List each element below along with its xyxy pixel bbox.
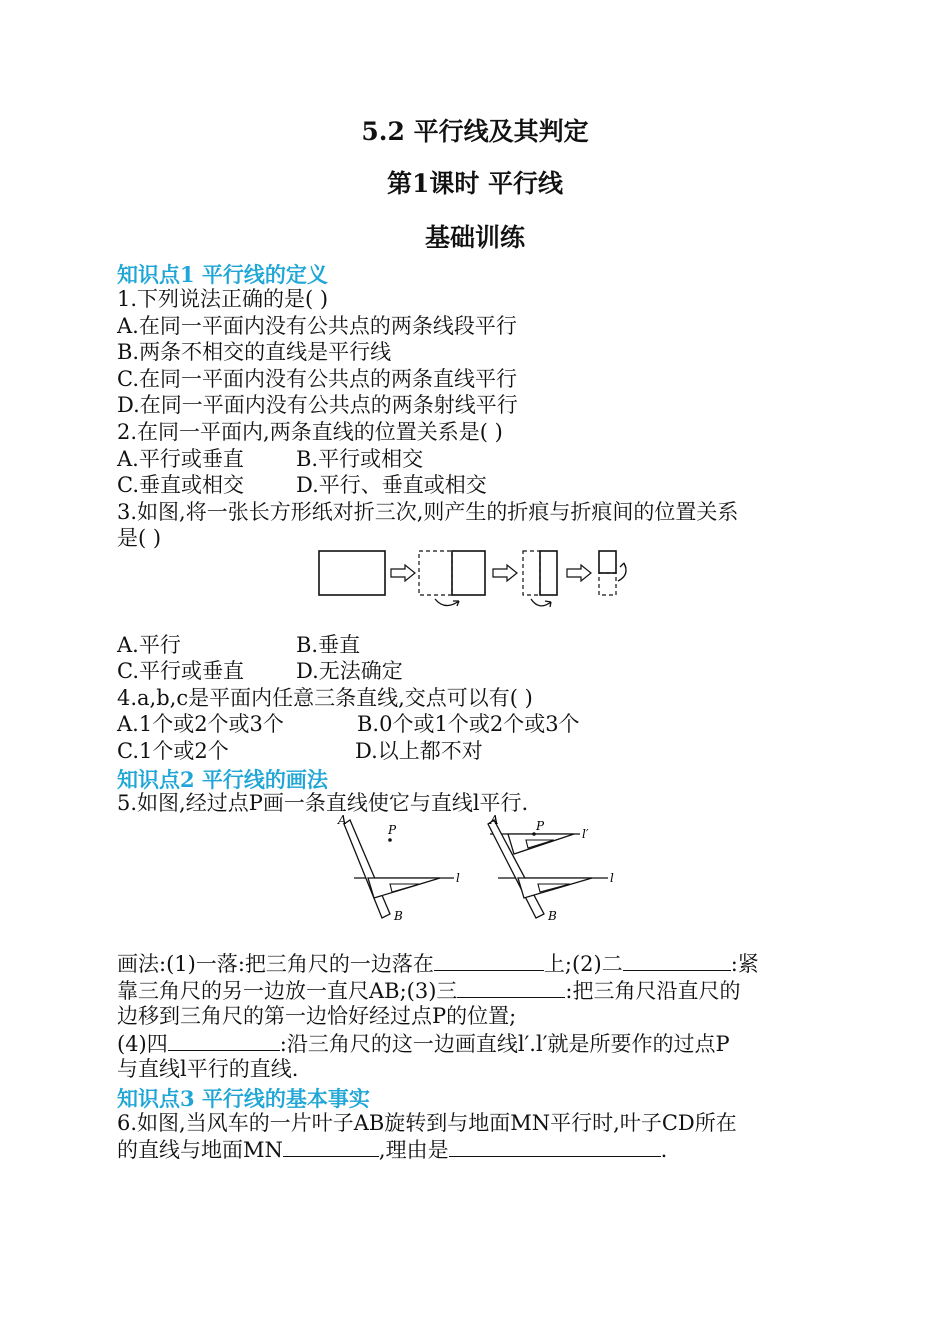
q2-option-c: C.垂直或相交 xyxy=(117,473,244,497)
q1-stem: 1.下列说法正确的是( ) xyxy=(117,287,329,311)
q4-option-b: B.0个或1个或2个或3个 xyxy=(357,712,580,736)
q5-right-label-l: l xyxy=(610,871,614,885)
q5-right-label-p: P xyxy=(536,819,545,833)
q1-option-a: A.在同一平面内没有公共点的两条线段平行 xyxy=(117,314,517,338)
q5-method-text: 画法:(1)一落:把三角尺的一边落在 xyxy=(117,952,434,976)
q3-stem-line1: 3.如图,将一张长方形纸对折三次,则产生的折痕与折痕间的位置关系 xyxy=(117,500,739,524)
q3-options-row1 xyxy=(117,632,817,658)
q5-method-text: :紧 xyxy=(730,952,759,976)
knowledge-point-3-heading: 知识点3 平行线的基本事实 xyxy=(117,1086,370,1111)
q3-paper-folding-figure xyxy=(315,545,645,615)
q5-right-label-a: A xyxy=(490,813,499,827)
q5-method-line5: 与直线l平行的直线. xyxy=(117,1057,299,1081)
q2-options-row2 xyxy=(117,472,817,498)
q6-text: 的直线与地面MN xyxy=(117,1138,283,1162)
q6-line2 xyxy=(117,1136,667,1163)
q5-stem: 5.如图,经过点P画一条直线使它与直线l平行. xyxy=(117,791,529,815)
q5-right-label-l-prime: l′ xyxy=(582,827,589,841)
q2-option-b: B.平行或相交 xyxy=(296,447,424,471)
q2-option-d: D.平行、垂直或相交 xyxy=(296,473,487,497)
q5-blank-4[interactable] xyxy=(168,1030,280,1051)
q2-option-a: A.平行或垂直 xyxy=(117,447,244,471)
page-title: 5.2 平行线及其判定 xyxy=(361,117,589,146)
q4-stem: 4.a,b,c是平面内任意三条直线,交点可以有( ) xyxy=(117,686,533,710)
q2-stem: 2.在同一平面内,两条直线的位置关系是( ) xyxy=(117,420,503,444)
q5-method-text: :沿三角尺的这一边画直线l′.l′就是所要作的过点P xyxy=(279,1032,730,1056)
q5-figure-left xyxy=(337,813,460,923)
q4-option-a: A.1个或2个或3个 xyxy=(117,712,284,736)
q5-blank-3[interactable] xyxy=(457,977,565,998)
knowledge-point-2-heading: 知识点2 平行线的画法 xyxy=(117,767,328,792)
q3-option-b: B.垂直 xyxy=(296,633,361,657)
q5-method-line2 xyxy=(117,977,741,1004)
q4-option-d: D.以上都不对 xyxy=(355,739,483,763)
q5-left-label-l: l xyxy=(456,871,460,885)
q4-options-row1 xyxy=(117,711,837,737)
section-heading: 基础训练 xyxy=(424,223,525,252)
q5-method-text: 上;(2)二 xyxy=(543,952,623,976)
q6-blank-relation[interactable] xyxy=(283,1136,379,1157)
q5-method-line3: 边移到三角尺的第一边恰好经过点P的位置; xyxy=(117,1004,517,1028)
q6-line1: 6.如图,当风车的一片叶子AB旋转到与地面MN平行时,叶子CD所在 xyxy=(117,1111,737,1135)
q2-options-row1 xyxy=(117,446,817,472)
q3-options-row2 xyxy=(117,658,817,684)
q5-left-label-b: B xyxy=(394,909,403,923)
q5-parallel-construction-figure xyxy=(330,812,620,924)
q3-stem-line2: 是( ) xyxy=(117,526,162,550)
q1-option-d: D.在同一平面内没有公共点的两条射线平行 xyxy=(117,393,518,417)
lesson-subtitle: 第1课时 平行线 xyxy=(386,169,564,198)
q5-blank-2[interactable] xyxy=(623,950,731,971)
q3-option-d: D.无法确定 xyxy=(296,659,403,683)
q1-option-b: B.两条不相交的直线是平行线 xyxy=(117,340,392,364)
q4-option-c: C.1个或2个 xyxy=(117,739,229,763)
q5-method-text: 靠三角尺的另一边放一直尺AB;(3)三 xyxy=(117,979,458,1003)
q6-blank-reason[interactable] xyxy=(449,1136,661,1157)
q5-figure-right xyxy=(488,813,614,923)
q5-method-line4 xyxy=(117,1030,730,1057)
q3-option-a: A.平行 xyxy=(117,633,181,657)
q5-left-label-p: P xyxy=(388,823,397,837)
q5-method-text: :把三角尺沿直尺的 xyxy=(565,979,741,1003)
q6-text: . xyxy=(660,1138,668,1162)
q3-option-c: C.平行或垂直 xyxy=(117,659,244,683)
q5-method-text: (4)四 xyxy=(117,1032,168,1056)
q4-options-row2 xyxy=(117,738,837,764)
knowledge-point-1-heading: 知识点1 平行线的定义 xyxy=(117,262,328,287)
q1-option-c: C.在同一平面内没有公共点的两条直线平行 xyxy=(117,367,517,391)
q5-left-label-a: A xyxy=(338,813,347,827)
q5-blank-1[interactable] xyxy=(434,950,544,971)
q5-method-line1 xyxy=(117,950,759,977)
q6-text: ,理由是 xyxy=(378,1138,449,1162)
q5-right-label-b: B xyxy=(548,909,557,923)
